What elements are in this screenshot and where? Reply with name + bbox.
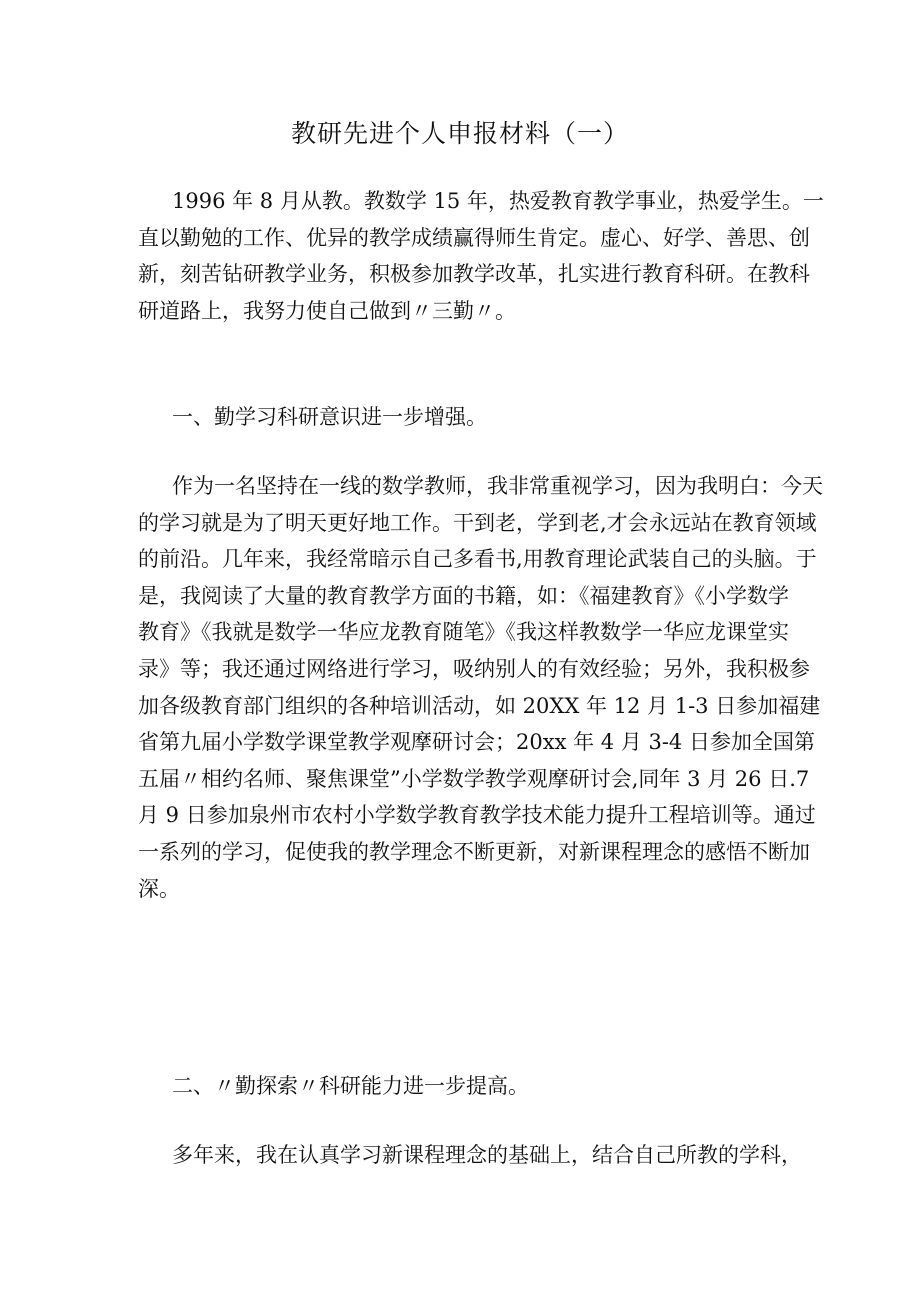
paragraph-line: 的学习就是为了明天更好地工作。干到老，学到老,才会永远站在教育领域	[138, 510, 817, 535]
document-title: 教研先进个人申报材料（一）	[290, 119, 629, 148]
paragraph-line: 深。	[138, 876, 180, 901]
paragraph-line: 的前沿。几年来，我经常暗示自己多看书,用教育理论武装自己的头脑。于	[138, 547, 817, 572]
paragraph-line: 作为一名坚持在一线的数学教师，我非常重视学习，因为我明白：今天	[172, 474, 823, 498]
section-2-heading: 二、〃勤探索〃科研能力进一步提高。	[172, 1074, 529, 1098]
paragraph-line: 月 9 日参加泉州市农村小学数学教育教学技术能力提升工程培训等。通过	[138, 803, 816, 828]
section-1-paragraph	[138, 468, 823, 907]
paragraph-line: 省第九届小学数学课堂教学观摩研讨会；20xx 年 4 月 3-4 日参加全国第	[138, 730, 815, 755]
paragraph-line: 是，我阅读了大量的教育教学方面的书籍，如：《福建教育》《小学数学	[138, 583, 789, 608]
paragraph-line: 录》等；我还通过网络进行学习，吸纳别人的有效经验；另外，我积极参	[138, 656, 810, 681]
paragraph-line: 直以勤勉的工作、优异的教学成绩赢得师生肯定。虚心、好学、善思、创	[138, 225, 810, 250]
paragraph-line: 教育》《我就是数学一华应龙教育随笔》《我这样教数学一华应龙课堂实	[138, 620, 789, 645]
paragraph-line: 新，刻苦钻研教学业务，积极参加教学改革，扎实进行教育科研。在教科	[138, 262, 810, 287]
paragraph-line: 一系列的学习，促使我的教学理念不断更新，对新课程理念的感悟不断加	[138, 839, 810, 864]
paragraph-line: 研道路上，我努力使自己做到〃三勤〃。	[138, 298, 516, 323]
paragraph-line: 多年来，我在认真学习新课程理念的基础上，结合自己所教的学科，	[172, 1143, 802, 1167]
paragraph-line: 加各级教育部门组织的各种培训活动，如 20XX 年 12 月 1-3 日参加福建	[138, 693, 821, 718]
intro-paragraph	[138, 183, 824, 329]
section-1-heading: 一、勤学习科研意识进一步增强。	[172, 405, 487, 429]
paragraph-line: 1996 年 8 月从教。教数学 15 年，热爱教育教学事业，热爱学生。一	[172, 189, 824, 213]
paragraph-line: 五届〃相约名师、聚焦课堂”小学数学教学观摩研讨会,同年 3 月 26 日.7	[138, 766, 810, 791]
section-2-paragraph	[138, 1137, 802, 1174]
